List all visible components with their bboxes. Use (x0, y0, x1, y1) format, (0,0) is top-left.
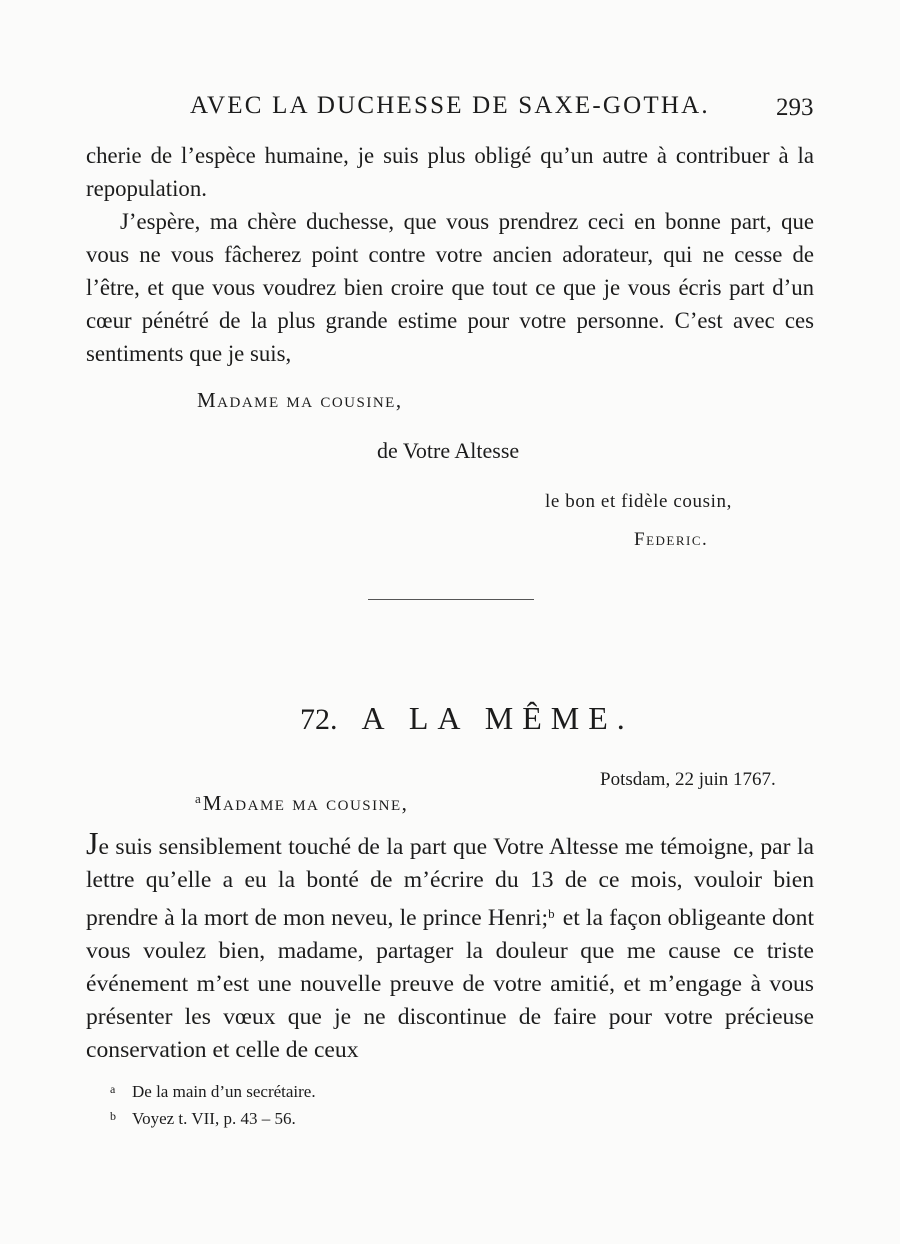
letter-title: A LA MÊME. (361, 700, 634, 736)
footnote-mark: b (110, 1109, 116, 1123)
running-head-title: AVEC LA DUCHESSE DE SAXE-GOTHA. (190, 92, 710, 119)
footnote-ref-b: b (548, 906, 555, 921)
footnote-ref-a: a (195, 791, 201, 806)
letter2-salutation (195, 791, 408, 816)
letter2-salutation-text: Madame ma cousine, (202, 791, 409, 815)
drop-cap: J (86, 825, 99, 861)
letter1-paragraph-2: J’espère, ma chère duchesse, que vous prendrez ceci en bonne part, que vous ne vous fâcherez point contre votre ancien adorateur, qui ne cesse de l’être, et que vous voudrez bien croire que tout ce que je vous écris part d’un cœur pénétré de la plus grande estime pour votre personne. C’est avec ces sentiments que je suis, (86, 209, 814, 366)
letter1-signature: Federic. (634, 529, 709, 550)
letter1-paragraph-1: cherie de l’espèce humaine, je suis plus obligé qu’un autre à contribuer à la repopulation. (86, 143, 814, 201)
footnote-text: De la main d’un secrétaire. (132, 1082, 316, 1101)
letter2-dateline: Potsdam, 22 juin 1767. (600, 769, 776, 790)
letter2-heading (300, 700, 634, 737)
footnote-mark: a (110, 1082, 116, 1096)
letter2-body-part-2: et la façon obligeante dont vous voulez bien, madame, partager la douleur que me cause ce triste événement m’est une nouvelle preuve de votre amitié, et m’engage à vous présenter les vœux que je ne discontinue de faire pour votre précieuse conservation et celle de ceux (86, 905, 814, 1063)
letter1-signoff: le bon et fidèle cousin, (545, 491, 732, 512)
footnote-b (110, 1104, 710, 1131)
letter1-salutation: Madame ma cousine, (197, 388, 403, 412)
page-number: 293 (776, 94, 814, 121)
footnotes (110, 1077, 710, 1131)
letter2-body (86, 827, 814, 1067)
footnote-text: Voyez t. VII, p. 43 – 56. (132, 1109, 296, 1128)
letter1-closing: de Votre Altesse (377, 438, 520, 463)
letter-number: 72. (300, 703, 338, 736)
letter2-body-part-1: e suis sensiblement touché de la part que Votre Altesse me témoigne, par la lettre qu’elle a eu la bonté de m’écrire du 13 de ce mois, vouloir bien prendre à la mort de mon neveu, le prince Henri; (86, 834, 814, 931)
footnote-a (110, 1077, 710, 1104)
section-divider (368, 599, 534, 600)
running-head (0, 92, 900, 128)
